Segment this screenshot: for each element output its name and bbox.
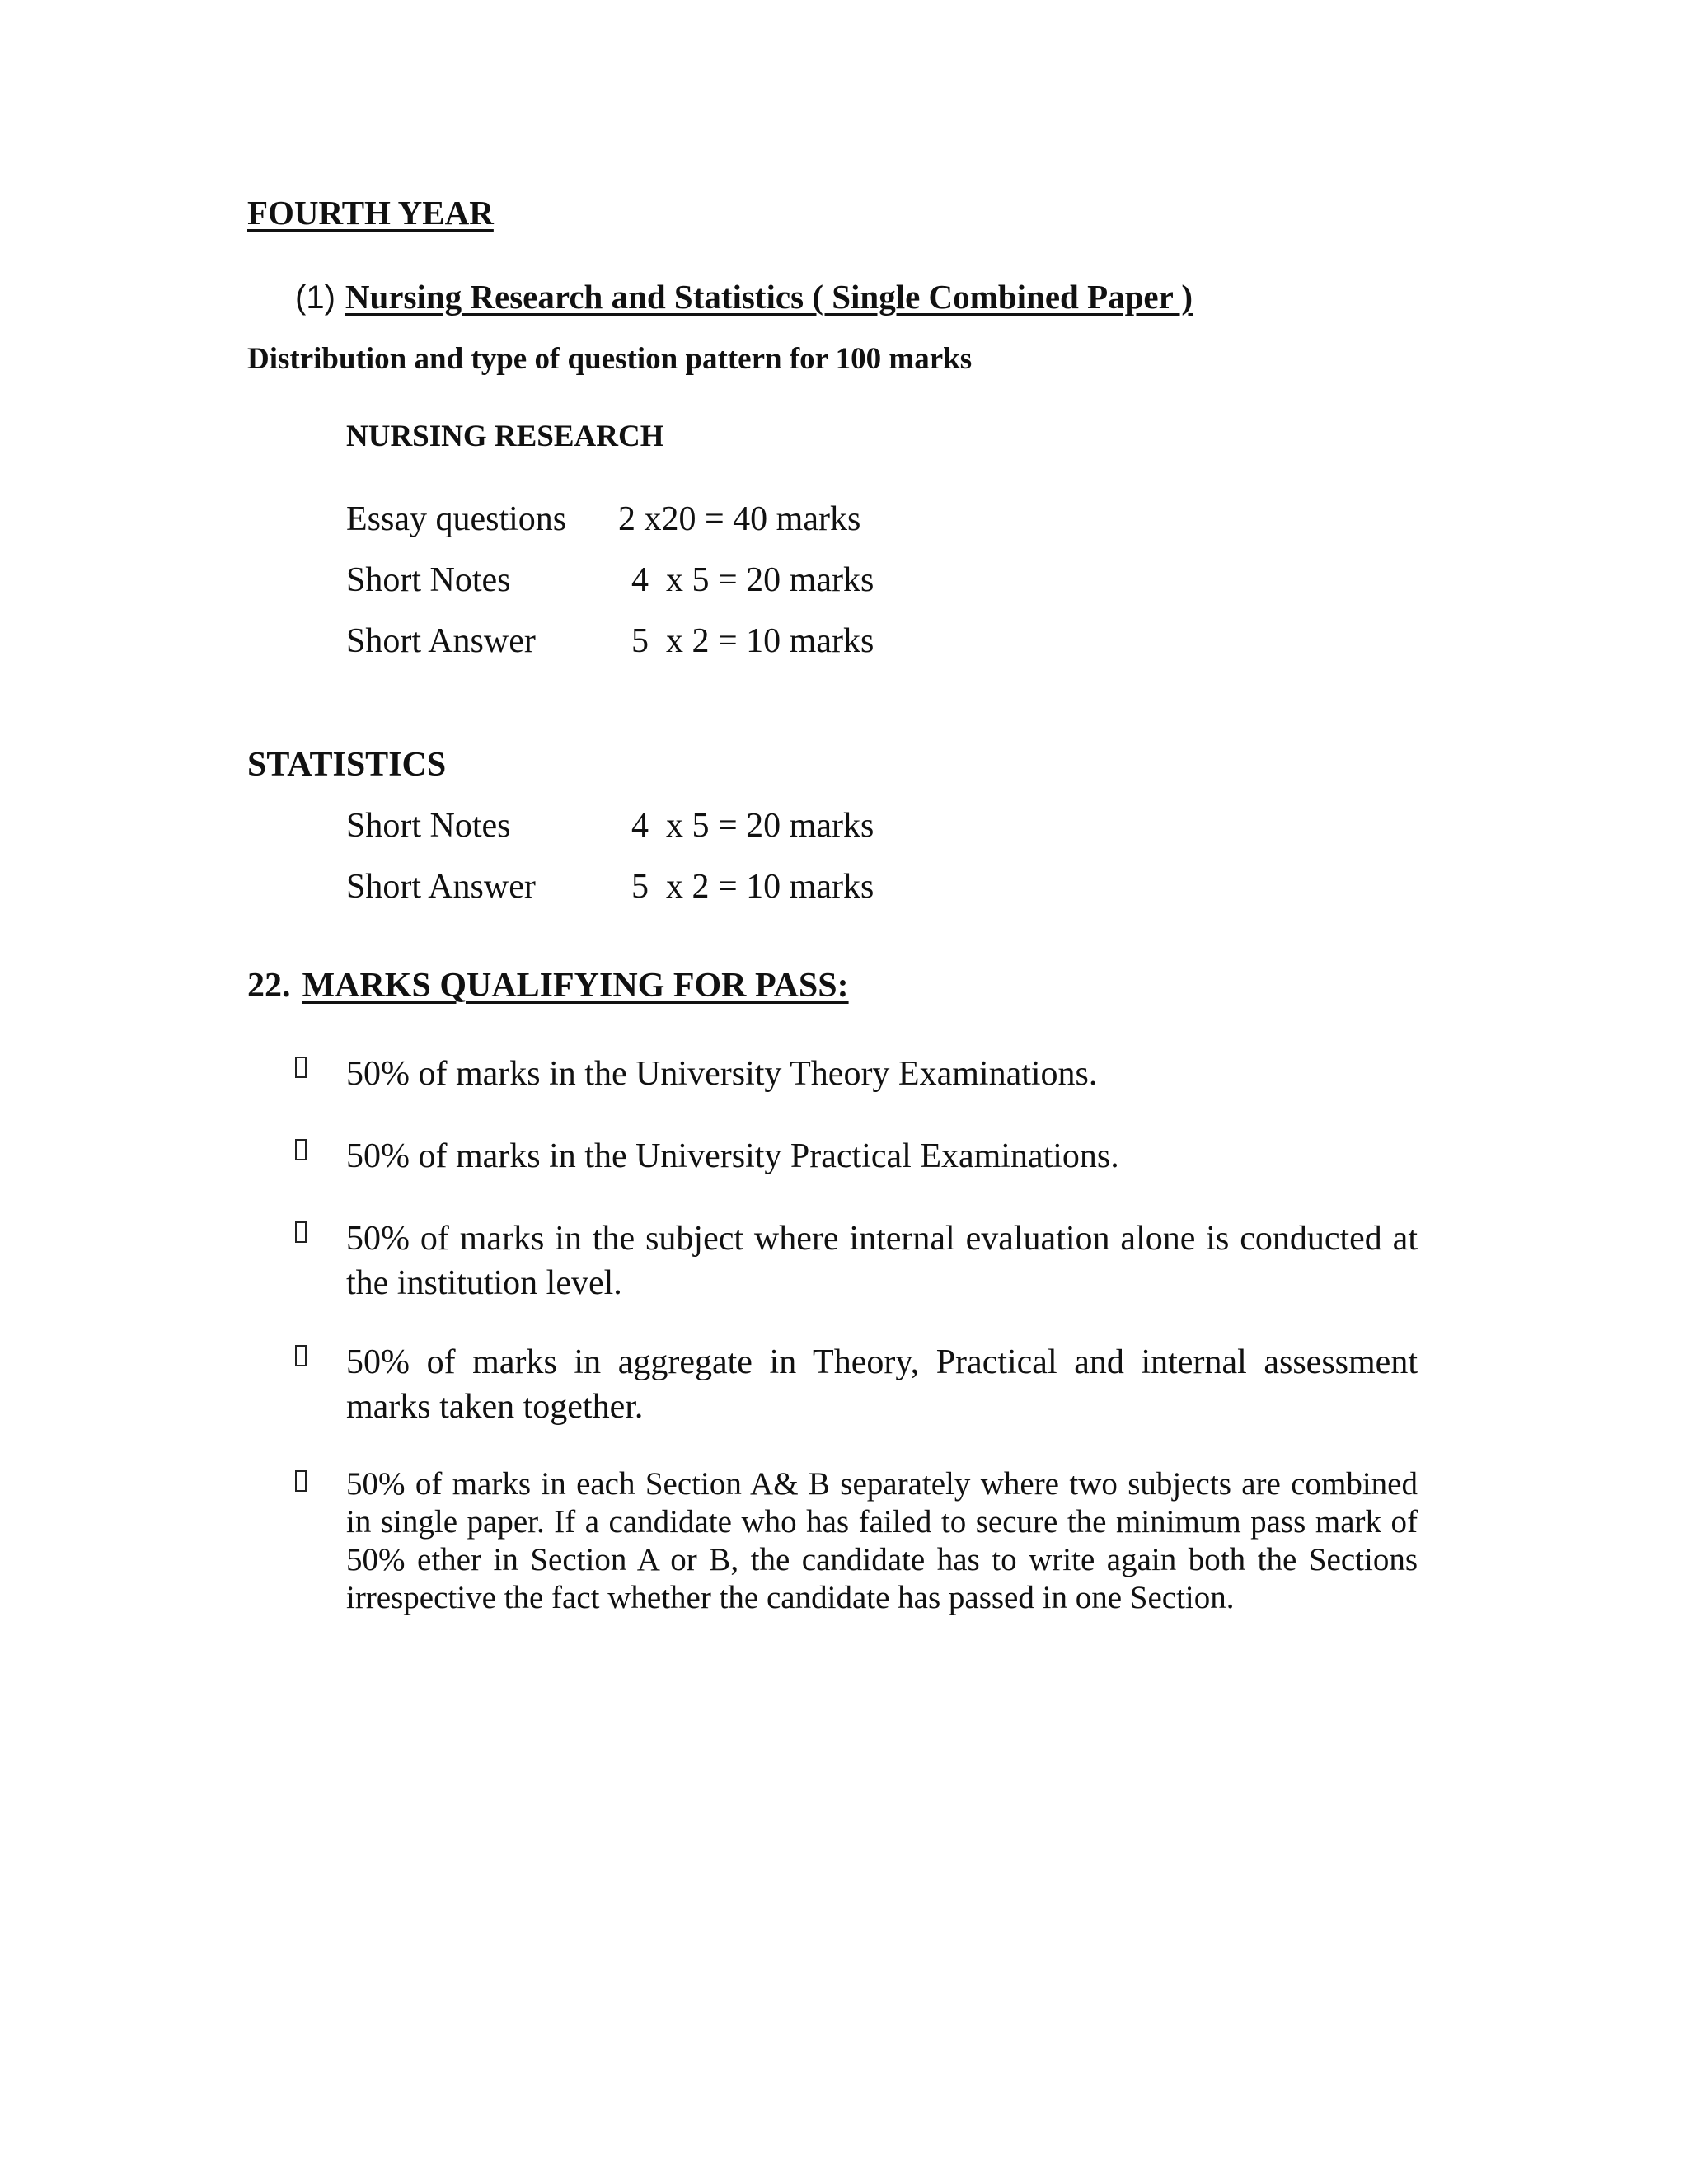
question-type-label: Short Notes bbox=[346, 561, 511, 599]
list-item-text: 50% of marks in the University Practical Examinations. bbox=[346, 1137, 1119, 1175]
statistics-heading: STATISTICS bbox=[247, 746, 447, 784]
nursing-research-heading: NURSING RESEARCH bbox=[346, 419, 664, 453]
pass-section-heading bbox=[247, 966, 849, 1005]
marks-value: 4 x 5 = 20 marks bbox=[631, 807, 874, 845]
list-item-text: 50% of marks in the subject where internal evaluation alone is conducted at the institution level. bbox=[346, 1220, 1418, 1302]
list-item-text: 50% of marks in each Section A& B separately where two subjects are combined in single paper. If a candidate who has failed to secure the minimum pass mark of 50% ether in Section A or B, the candidate has to write again both the Sections irrespective the fact whether the candidate has passed in one Section. bbox=[346, 1466, 1418, 1615]
bullet-icon bbox=[295, 1139, 307, 1160]
bullet-icon bbox=[295, 1057, 307, 1078]
bullet-icon bbox=[295, 1345, 307, 1366]
marks-value: 2 x20 = 40 marks bbox=[618, 500, 861, 538]
paper-title-text: Nursing Research and Statistics ( Single Combined Paper ) bbox=[345, 278, 1193, 316]
question-type-label: Short Answer bbox=[346, 622, 536, 660]
list-item-text: 50% of marks in aggregate in Theory, Practical and internal assessment marks taken together. bbox=[346, 1343, 1418, 1426]
distribution-description: Distribution and type of question pattern for 100 marks bbox=[247, 342, 973, 376]
question-type-label: Essay questions bbox=[346, 500, 567, 538]
marks-value: 4 x 5 = 20 marks bbox=[631, 561, 874, 599]
bullet-icon bbox=[295, 1221, 307, 1243]
marks-value: 5 x 2 = 10 marks bbox=[631, 622, 874, 660]
paper-title bbox=[295, 277, 1193, 316]
page-heading: FOURTH YEAR bbox=[247, 194, 494, 232]
section-title: MARKS QUALIFYING FOR PASS: bbox=[302, 967, 849, 1005]
list-item-text: 50% of marks in the University Theory Examinations. bbox=[346, 1055, 1098, 1093]
question-type-label: Short Answer bbox=[346, 868, 536, 906]
question-type-label: Short Notes bbox=[346, 807, 511, 845]
section-number: 22. bbox=[247, 967, 291, 1005]
paper-number: (1) bbox=[295, 279, 335, 316]
marks-value: 5 x 2 = 10 marks bbox=[631, 868, 874, 906]
bullet-icon bbox=[295, 1470, 307, 1492]
